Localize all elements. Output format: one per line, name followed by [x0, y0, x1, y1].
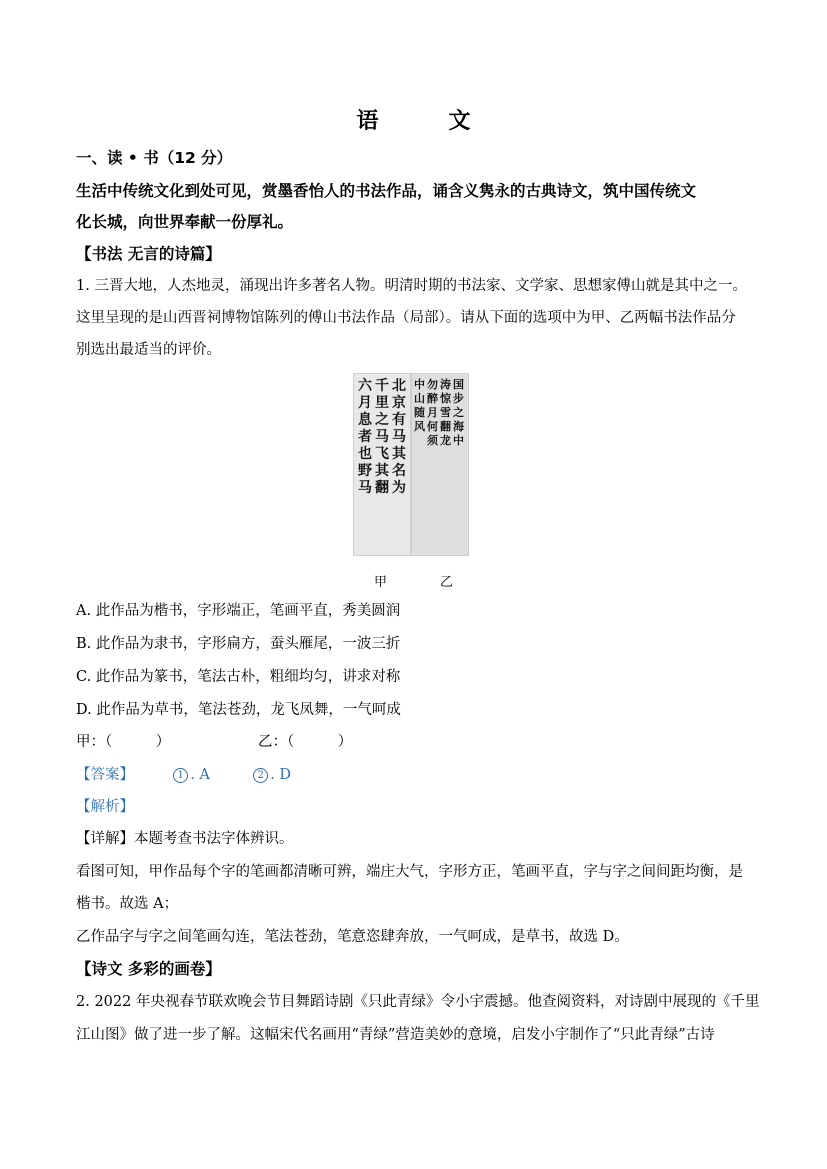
option-b: B. 此作品为隶书，字形扁方，蚕头雁尾，一波三折 — [76, 636, 401, 652]
caption-jia: 甲 — [374, 575, 388, 590]
analysis-label: 【解析】 — [76, 799, 134, 815]
answer-number-1: 1 — [173, 768, 188, 783]
q1-line1: 1. 三晋大地，人杰地灵，涌现出许多著名人物。明清时期的书法家、文学家、思想家傅山就是其中之一。 — [76, 278, 747, 294]
answer-number-2: 2 — [253, 768, 268, 783]
calligraphy-jia-column: 六月息者也野马 — [358, 378, 372, 496]
caption-yi: 乙 — [440, 575, 454, 590]
q1-line3: 别选出最适当的评价。 — [76, 342, 221, 358]
subsection1-label: 【书法 无言的诗篇】 — [76, 245, 221, 263]
calligraphy-yi-column: 国步之海中 — [453, 378, 464, 447]
option-c: C. 此作品为篆书，笔法古朴，粗细均匀，讲求对称 — [76, 669, 401, 685]
answer-row — [76, 765, 291, 785]
section1-intro-line1: 生活中传统文化到处可见，赏墨香怡人的书法作品，诵含义隽永的古典诗文，筑中国传统文 — [76, 182, 697, 200]
calligraphy-yi-column: 勿醉月何须 — [427, 378, 438, 447]
calligraphy-jia-image — [353, 373, 411, 556]
section1-intro-line2: 化长城，向世界奉献一份厚礼。 — [76, 213, 294, 231]
explain-line1: 看图可知，甲作品每个字的笔画都清晰可辨，端庄大气，字形方正，笔画平直，字与字之间间距均衡，是 — [76, 864, 743, 880]
calligraphy-yi-column: 中山随风 — [414, 378, 425, 433]
option-a: A. 此作品为楷书，字形端正，笔画平直，秀美圆润 — [76, 603, 401, 619]
subsection2-label: 【诗文 多彩的画卷】 — [76, 960, 221, 978]
calligraphy-yi-column: 涛惊雪翻龙 — [440, 378, 451, 447]
explain-line3: 乙作品字与字之间笔画勾连，笔法苍劲，笔意恣肆奔放，一气呵成，是草书，故选 D。 — [76, 929, 629, 945]
q1-line2: 这里呈现的是山西晋祠博物馆陈列的傅山书法作品（局部）。请从下面的选项中为甲、乙两幅书法作品分 — [76, 310, 736, 326]
explain-line2: 楷书。故选 A； — [76, 896, 179, 912]
answer-label: 【答案】 — [76, 767, 134, 783]
detail-line: 【详解】本题考查书法字体辨识。 — [76, 831, 294, 847]
answer-blank-jia: 甲：（ ） — [76, 734, 171, 750]
answer-value-1: . A — [190, 767, 210, 783]
calligraphy-jia-column: 北京有马其名为 — [392, 378, 406, 496]
q2-line2: 江山图》做了进一步了解。这幅宋代名画用“青绿”营造美妙的意境，启发小宇制作了“只此青绿”古诗 — [76, 1027, 715, 1043]
section1-heading: 一、读 • 书（12 分） — [76, 149, 233, 167]
page-title: 语 文 — [356, 109, 495, 134]
calligraphy-jia-column: 千里之马飞其翻 — [375, 378, 389, 496]
q2-line1: 2. 2022 年央视春节联欢晚会节目舞蹈诗剧《只此青绿》令小宇震撼。他查阅资料，对诗剧中展现的《千里 — [76, 994, 760, 1010]
answer-value-2: . D — [270, 767, 291, 783]
calligraphy-yi-image — [411, 373, 469, 556]
option-d: D. 此作品为草书，笔法苍劲，龙飞凤舞，一气呵成 — [76, 702, 401, 718]
answer-blank-yi: 乙：（ ） — [258, 734, 353, 750]
